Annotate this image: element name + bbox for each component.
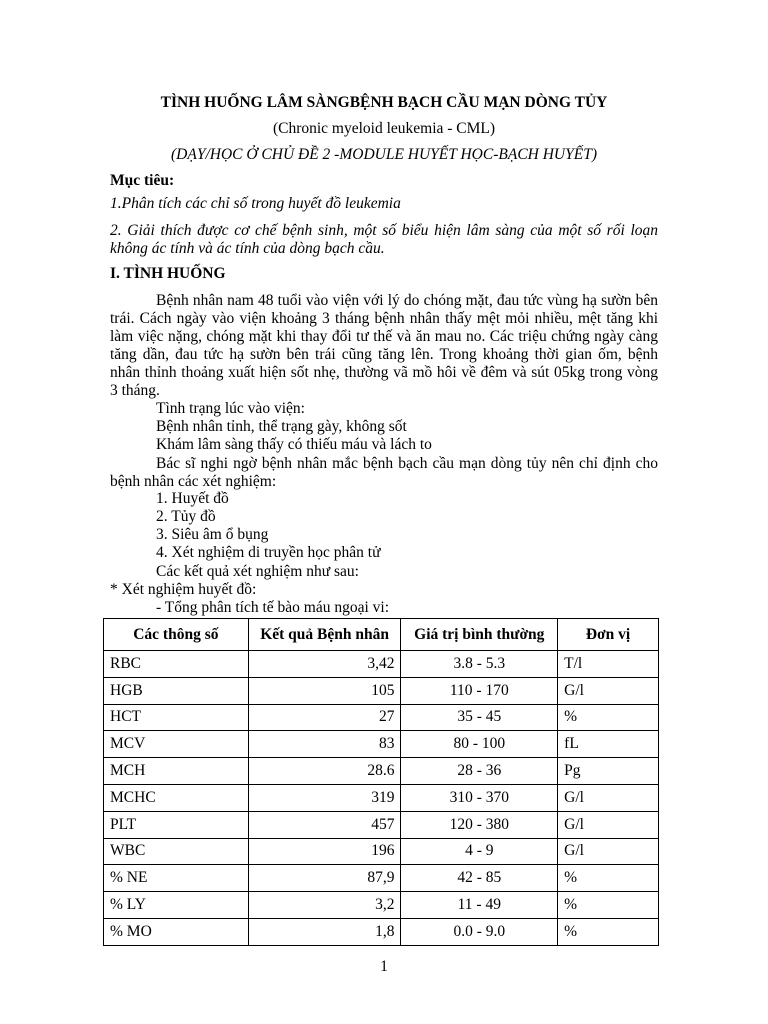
- cell-patient-result: 3,42: [248, 651, 401, 678]
- table-header-row: [104, 619, 659, 651]
- test-item: 1. Huyết đồ: [156, 490, 229, 507]
- table-row: [104, 892, 659, 919]
- table-row: [104, 704, 659, 731]
- cell-patient-result: 196: [248, 838, 401, 865]
- cell-patient-result: 3,2: [248, 892, 401, 919]
- objective-2: [110, 222, 658, 258]
- cell-patient-result: 457: [248, 811, 401, 838]
- cell-patient-result: 105: [248, 677, 401, 704]
- cell-unit: G/l: [558, 677, 659, 704]
- document-title: TÌNH HUỐNG LÂM SÀNGBỆNH BẠCH CẦU MẠN DÒNG TỦY: [160, 94, 608, 111]
- table-row: [104, 865, 659, 892]
- table-body: [104, 651, 659, 946]
- objective-2-line-1: 2. Giải thích được cơ chế bệnh sinh, một số biểu hiện lâm sàng của một số rối loạn: [110, 222, 658, 239]
- cell-unit: %: [558, 865, 659, 892]
- cell-normal-range: 28 - 36: [401, 758, 558, 785]
- module-line: (DẠY/HỌC Ở CHỦ ĐỀ 2 -MODULE HUYẾT HỌC-BẠCH HUYẾT): [171, 146, 597, 163]
- results-intro: Các kết quả xét nghiệm như sau:: [156, 563, 359, 580]
- cell-normal-range: 3.8 - 5.3: [401, 651, 558, 678]
- cell-patient-result: 319: [248, 784, 401, 811]
- paragraph-line: làm việc nặng, chóng mặt khi thay đổi tư thế và ăn mau no. Các triệu chứng ngày càng: [110, 328, 658, 345]
- status-heading: Tình trạng lúc vào viện:: [156, 400, 305, 417]
- cell-unit: %: [558, 704, 659, 731]
- table-row: [104, 677, 659, 704]
- cbc-table: [103, 618, 659, 946]
- cell-normal-range: 4 - 9: [401, 838, 558, 865]
- cell-normal-range: 310 - 370: [401, 784, 558, 811]
- objective-2-line-2: không ác tính và ác tính của dòng bạch cầu.: [110, 240, 385, 257]
- paragraph-line: tăng dần, đau tức hạ sườn bên trái cũng tăng lên. Trong khoảng thời gian ốm, bệnh: [110, 346, 658, 363]
- status-line-2: Khám lâm sàng thấy có thiếu máu và lách to: [156, 436, 432, 453]
- header-parameter: Các thông số: [104, 619, 249, 651]
- cell-parameter: PLT: [104, 811, 249, 838]
- doctor-line-1: Bác sĩ nghi ngờ bệnh nhân mắc bệnh bạch cầu mạn dòng tủy nên chỉ định cho: [156, 455, 658, 472]
- table-row: [104, 838, 659, 865]
- header-patient-result: Kết quả Bệnh nhân: [248, 619, 401, 651]
- header-unit: Đơn vị: [558, 619, 659, 651]
- cell-parameter: % NE: [104, 865, 249, 892]
- cell-parameter: MCHC: [104, 784, 249, 811]
- cell-normal-range: 120 - 380: [401, 811, 558, 838]
- cell-parameter: HGB: [104, 677, 249, 704]
- objective-1: 1.Phân tích các chỉ số trong huyết đồ leukemia: [110, 195, 401, 212]
- doctor-line-2: bệnh nhân các xét nghiệm:: [110, 473, 277, 490]
- cell-parameter: % LY: [104, 892, 249, 919]
- table-row: [104, 784, 659, 811]
- cell-patient-result: 83: [248, 731, 401, 758]
- paragraph-line: 3 tháng.: [110, 382, 160, 399]
- doctor-paragraph: [110, 455, 658, 491]
- objectives-heading: Mục tiêu:: [110, 172, 175, 189]
- table-row: [104, 918, 659, 945]
- blood-test-heading: * Xét nghiệm huyết đồ:: [110, 581, 257, 598]
- cell-parameter: MCH: [104, 758, 249, 785]
- section-heading: I. TÌNH HUỐNG: [110, 265, 226, 282]
- cell-parameter: WBC: [104, 838, 249, 865]
- cell-unit: T/l: [558, 651, 659, 678]
- cell-patient-result: 87,9: [248, 865, 401, 892]
- header-normal-range: Giá trị bình thường: [401, 619, 558, 651]
- cell-unit: Pg: [558, 758, 659, 785]
- paragraph-line: trái. Cách ngày vào viện khoảng 3 tháng bệnh nhân thấy mệt mỏi nhiều, mệt tăng khi: [110, 310, 658, 327]
- cbc-heading: - Tổng phân tích tế bào máu ngoại vi:: [156, 599, 390, 616]
- status-line-1: Bệnh nhân tỉnh, thể trạng gày, không sốt: [156, 418, 407, 435]
- test-item: 4. Xét nghiệm di truyền học phân tử: [156, 544, 381, 561]
- cell-unit: G/l: [558, 811, 659, 838]
- cell-normal-range: 80 - 100: [401, 731, 558, 758]
- case-paragraph: [110, 292, 658, 400]
- cell-unit: %: [558, 918, 659, 945]
- table-row: [104, 811, 659, 838]
- cell-unit: %: [558, 892, 659, 919]
- cell-patient-result: 28.6: [248, 758, 401, 785]
- table-row: [104, 731, 659, 758]
- table-row: [104, 651, 659, 678]
- paragraph-line: Bệnh nhân nam 48 tuổi vào viện với lý do chóng mặt, đau tức vùng hạ sườn bên: [156, 292, 658, 309]
- cell-parameter: HCT: [104, 704, 249, 731]
- cell-parameter: RBC: [104, 651, 249, 678]
- cell-unit: G/l: [558, 784, 659, 811]
- test-item: 2. Tủy đồ: [156, 508, 216, 525]
- cell-patient-result: 27: [248, 704, 401, 731]
- cell-parameter: % MO: [104, 918, 249, 945]
- paragraph-line: nhân thỉnh thoảng xuất hiện sốt nhẹ, thường vã mồ hôi về đêm và sút 05kg trong vòng: [110, 364, 658, 381]
- table-row: [104, 758, 659, 785]
- test-item: 3. Siêu âm ổ bụng: [156, 526, 269, 543]
- cell-normal-range: 0.0 - 9.0: [401, 918, 558, 945]
- document-subtitle: (Chronic myeloid leukemia - CML): [272, 120, 496, 137]
- cell-normal-range: 35 - 45: [401, 704, 558, 731]
- cell-unit: fL: [558, 731, 659, 758]
- page-number: 1: [380, 958, 388, 975]
- cell-parameter: MCV: [104, 731, 249, 758]
- cell-patient-result: 1,8: [248, 918, 401, 945]
- cell-normal-range: 110 - 170: [401, 677, 558, 704]
- cell-unit: G/l: [558, 838, 659, 865]
- cell-normal-range: 42 - 85: [401, 865, 558, 892]
- cell-normal-range: 11 - 49: [401, 892, 558, 919]
